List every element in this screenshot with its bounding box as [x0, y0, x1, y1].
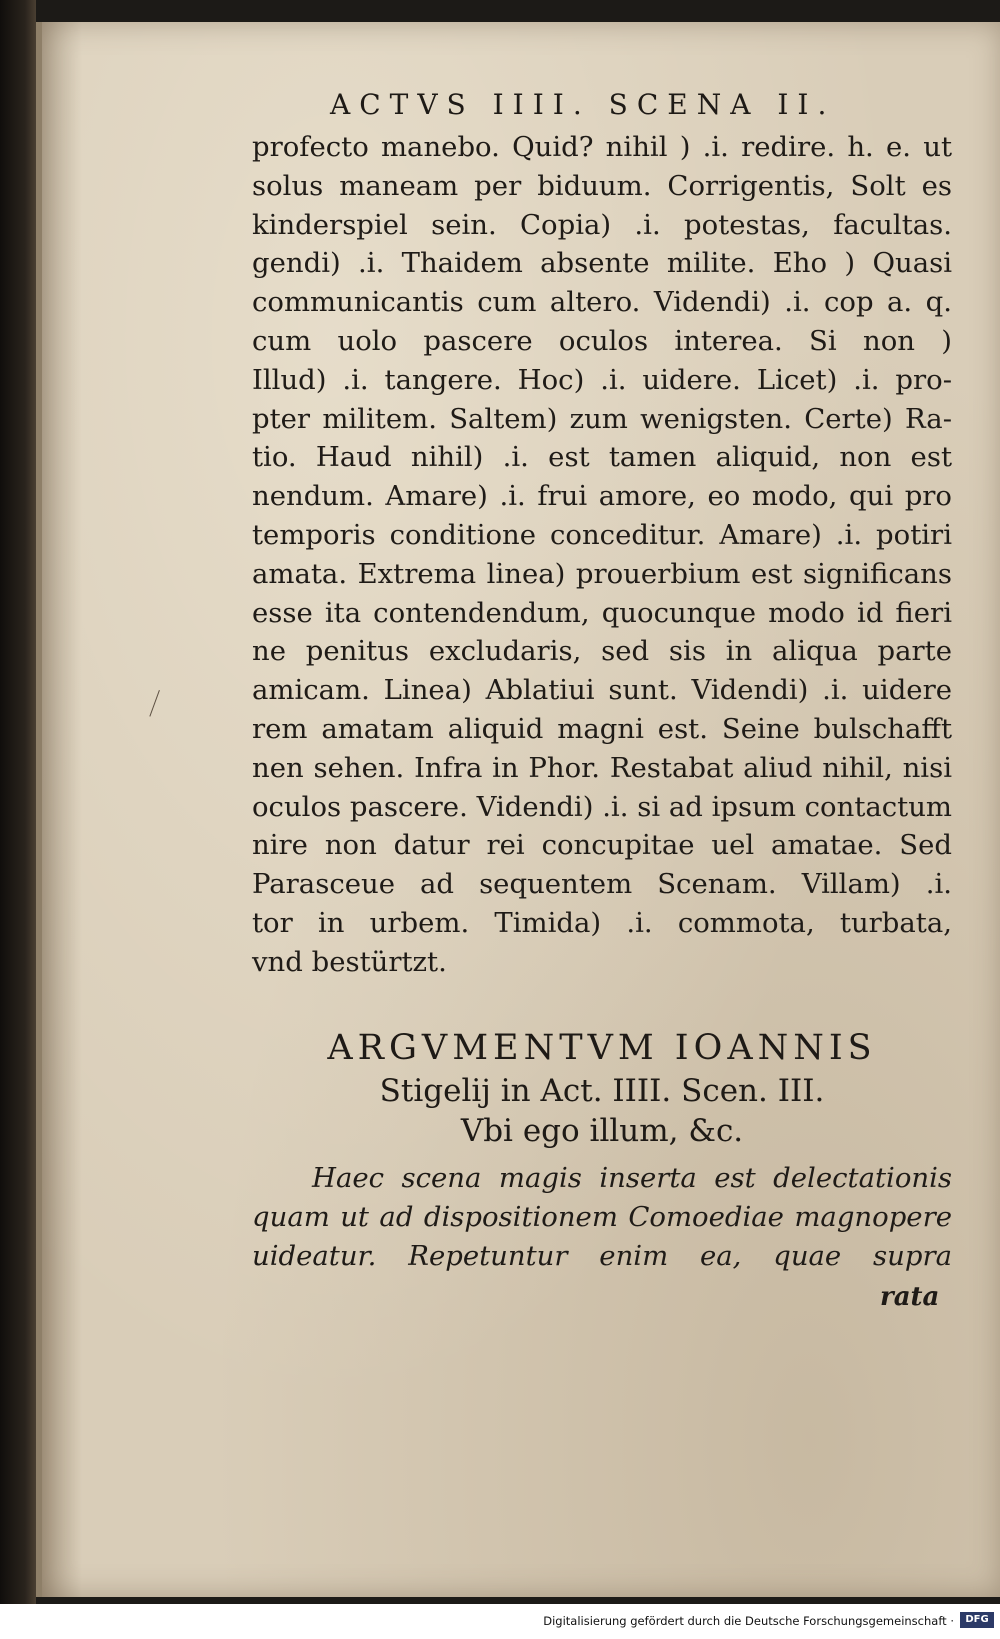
text-line: quam ut ad dispositionem Comoediae magnopere — [252, 1200, 952, 1233]
text-line: Parasceue ad sequentem Scenam. Villam) .i. — [252, 868, 952, 901]
commentary-text — [252, 128, 952, 982]
text-line: oculos pascere. Videndi) .i. si ad ipsum contactum — [252, 790, 952, 823]
text-line: uideatur. Repetuntur enim ea, quae supra — [252, 1239, 952, 1272]
text-line: rem amatam aliquid magni est. Seine bulschafft — [252, 712, 952, 745]
heading-line: Vbi ego illum, &c. — [460, 1113, 744, 1149]
text-line: kinderspiel sein. Copia) .i. potestas, facultas. — [252, 208, 952, 241]
running-head: ACTVS IIII. SCENA II. — [330, 88, 836, 121]
text-line: ne penitus excludaris, sed sis in aliqua parte — [252, 635, 952, 668]
text-line: tio. Haud nihil) .i. est tamen aliquid, non est — [252, 441, 952, 474]
text-line: Illud) .i. tangere. Hoc) .i. uidere. Licet) .i. pro- — [252, 363, 952, 396]
text-line: temporis conditione conceditur. Amare) .i. potiri — [252, 518, 952, 551]
text-line: vnd bestürtzt. — [252, 945, 447, 978]
book-spine-edge — [0, 0, 36, 1639]
text-line: amicam. Linea) Ablatiui sunt. Videndi) .i. uidere — [252, 674, 952, 707]
text-line: nire non datur rei concupitae uel amatae. Sed — [252, 829, 952, 862]
dfg-logo-icon: DFG — [960, 1612, 994, 1628]
heading-line: ARGVMENTVM IOANNIS — [327, 1028, 877, 1068]
catchword: rata — [880, 1282, 940, 1312]
text-line: profecto manebo. Quid? nihil ) .i. redire. h. e. ut — [252, 131, 952, 163]
text-line: esse ita contendendum, quocunque modo id fieri — [252, 596, 952, 629]
text-line: nen sehen. Infra in Phor. Restabat aliud nihil, nisi — [252, 751, 952, 784]
text-line: solus maneam per biduum. Corrigentis, Solt es — [252, 169, 952, 202]
argument-text — [252, 1158, 952, 1274]
text-line: amata. Extrema linea) prouerbium est significans — [252, 557, 952, 590]
text-line: communicantis cum altero. Videndi) .i. cop a. q. — [252, 286, 952, 319]
text-line: pter militem. Saltem) zum wenigsten. Certe) Ra- — [252, 402, 952, 435]
heading-line: Stigelij in Act. IIII. Scen. III. — [379, 1073, 825, 1109]
funding-credit: Digitalisierung gefördert durch die Deutsche Forschungsgemeinschaft · — [543, 1614, 954, 1628]
text-line: gendi) .i. Thaidem absente milite. Eho ) Quasi — [252, 247, 952, 280]
text-line: nendum. Amare) .i. frui amore, eo modo, qui pro — [252, 480, 952, 513]
argument-heading — [252, 1025, 952, 1151]
text-line: tor in urbem. Timida) .i. commota, turbata, — [252, 906, 952, 939]
text-line: cum uolo pascere oculos interea. Si non ) — [252, 324, 952, 357]
text-line: Haec scena magis inserta est delectationis — [312, 1162, 952, 1194]
